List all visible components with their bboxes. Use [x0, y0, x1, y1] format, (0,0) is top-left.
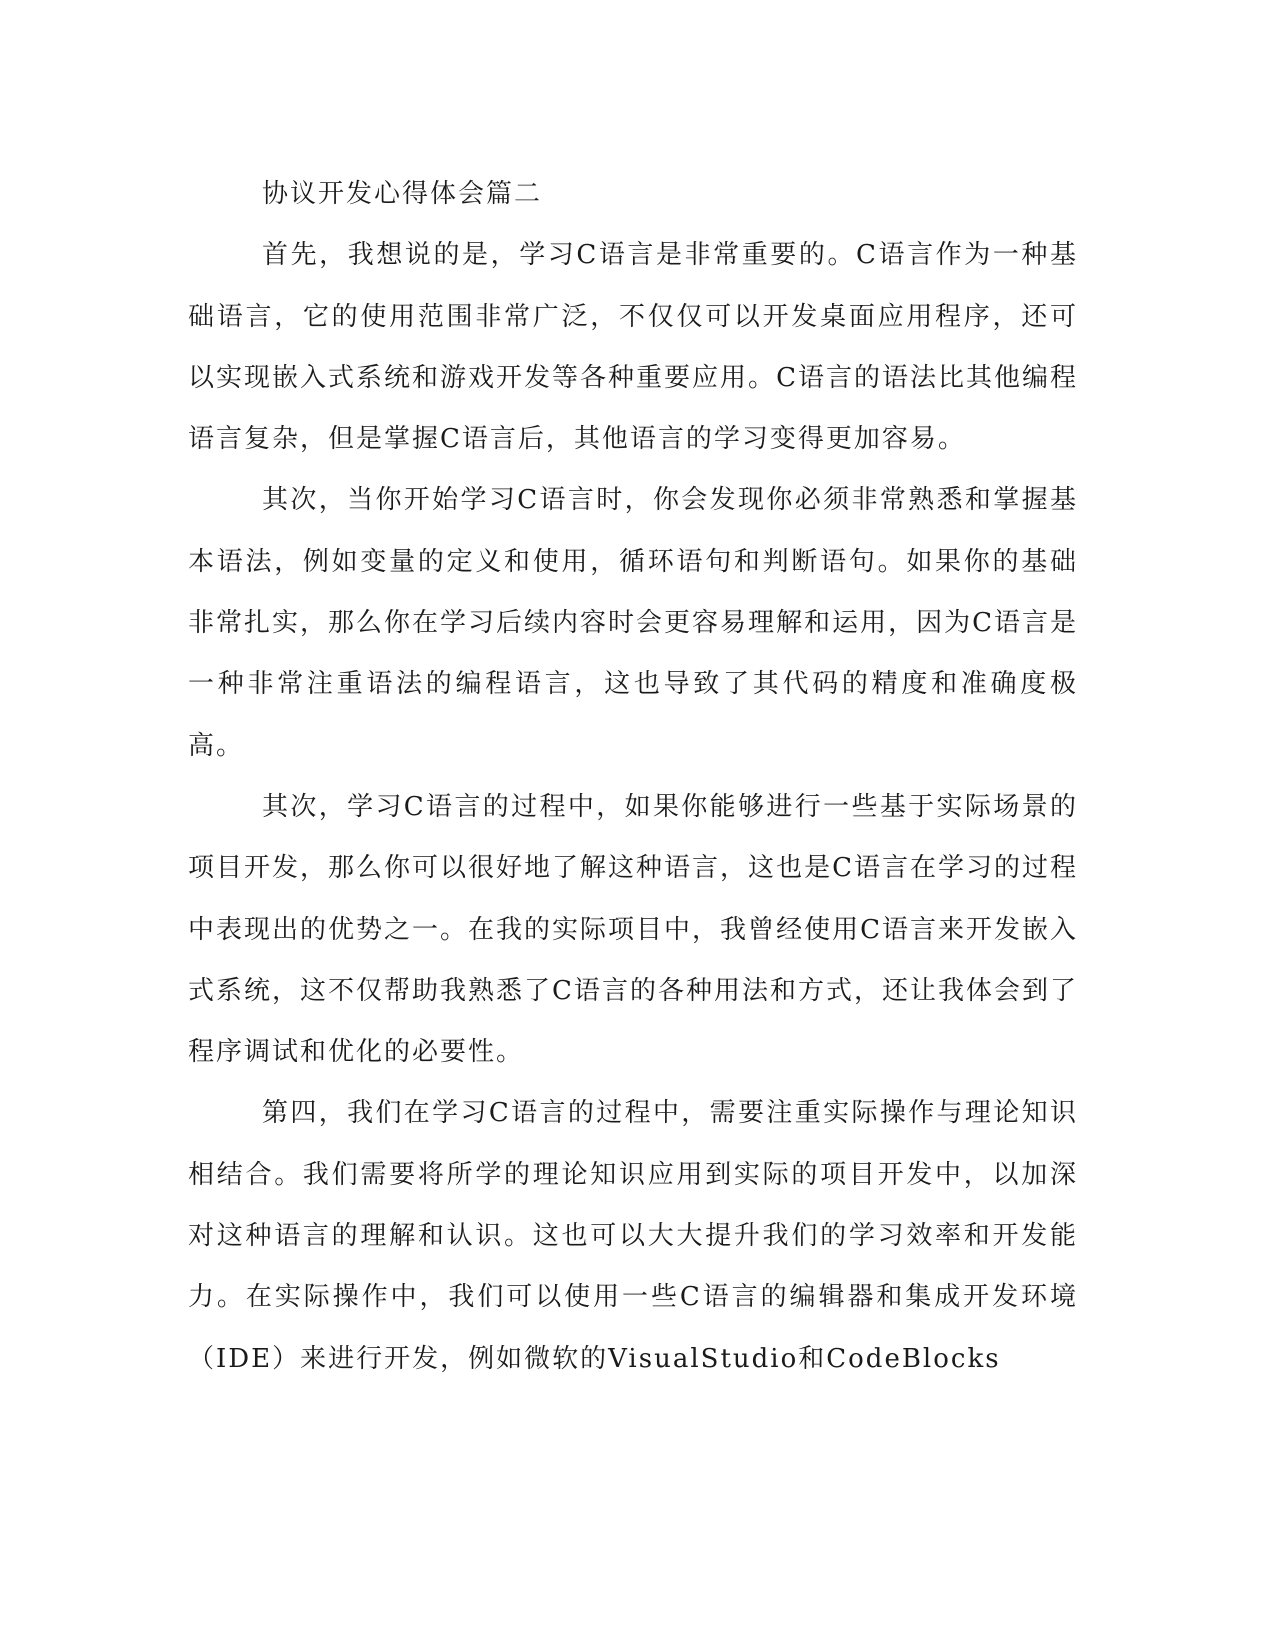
- document-body: [188, 164, 1078, 1390]
- paragraph: 首先，我想说的是，学习C语言是非常重要的。C语言作为一种基础语言，它的使用范围非常广泛，不仅仅可以开发桌面应用程序，还可以实现嵌入式系统和游戏开发等各种重要应用。C语言的语法比其他编程语言复杂，但是掌握C语言后，其他语言的学习变得更加容易。: [188, 240, 1078, 455]
- paragraph: 其次，学习C语言的过程中，如果你能够进行一些基于实际场景的项目开发，那么你可以很好地了解这种语言，这也是C语言在学习的过程中表现出的优势之一。在我的实际项目中，我曾经使用C语言来开发嵌入式系统，这不仅帮助我熟悉了C语言的各种用法和方式，还让我体会到了程序调试和优化的必要性。: [188, 791, 1078, 1068]
- paragraph: 第四，我们在学习C语言的过程中，需要注重实际操作与理论知识相结合。我们需要将所学的理论知识应用到实际的项目开发中，以加深对这种语言的理解和认识。这也可以大大提升我们的学习效率和开发能力。在实际操作中，我们可以使用一些C语言的编辑器和集成开发环境（IDE）来进行开发，例如微软的VisualStudio和CodeBlocks: [188, 1098, 1078, 1374]
- document-title: 协议开发心得体会篇二: [262, 179, 543, 209]
- paragraph: 其次，当你开始学习C语言时，你会发现你必须非常熟悉和掌握基本语法，例如变量的定义和使用，循环语句和判断语句。如果你的基础非常扎实，那么你在学习后续内容时会更容易理解和运用，因为C语言是一种非常注重语法的编程语言，这也导致了其代码的精度和准确度极高。: [188, 485, 1078, 761]
